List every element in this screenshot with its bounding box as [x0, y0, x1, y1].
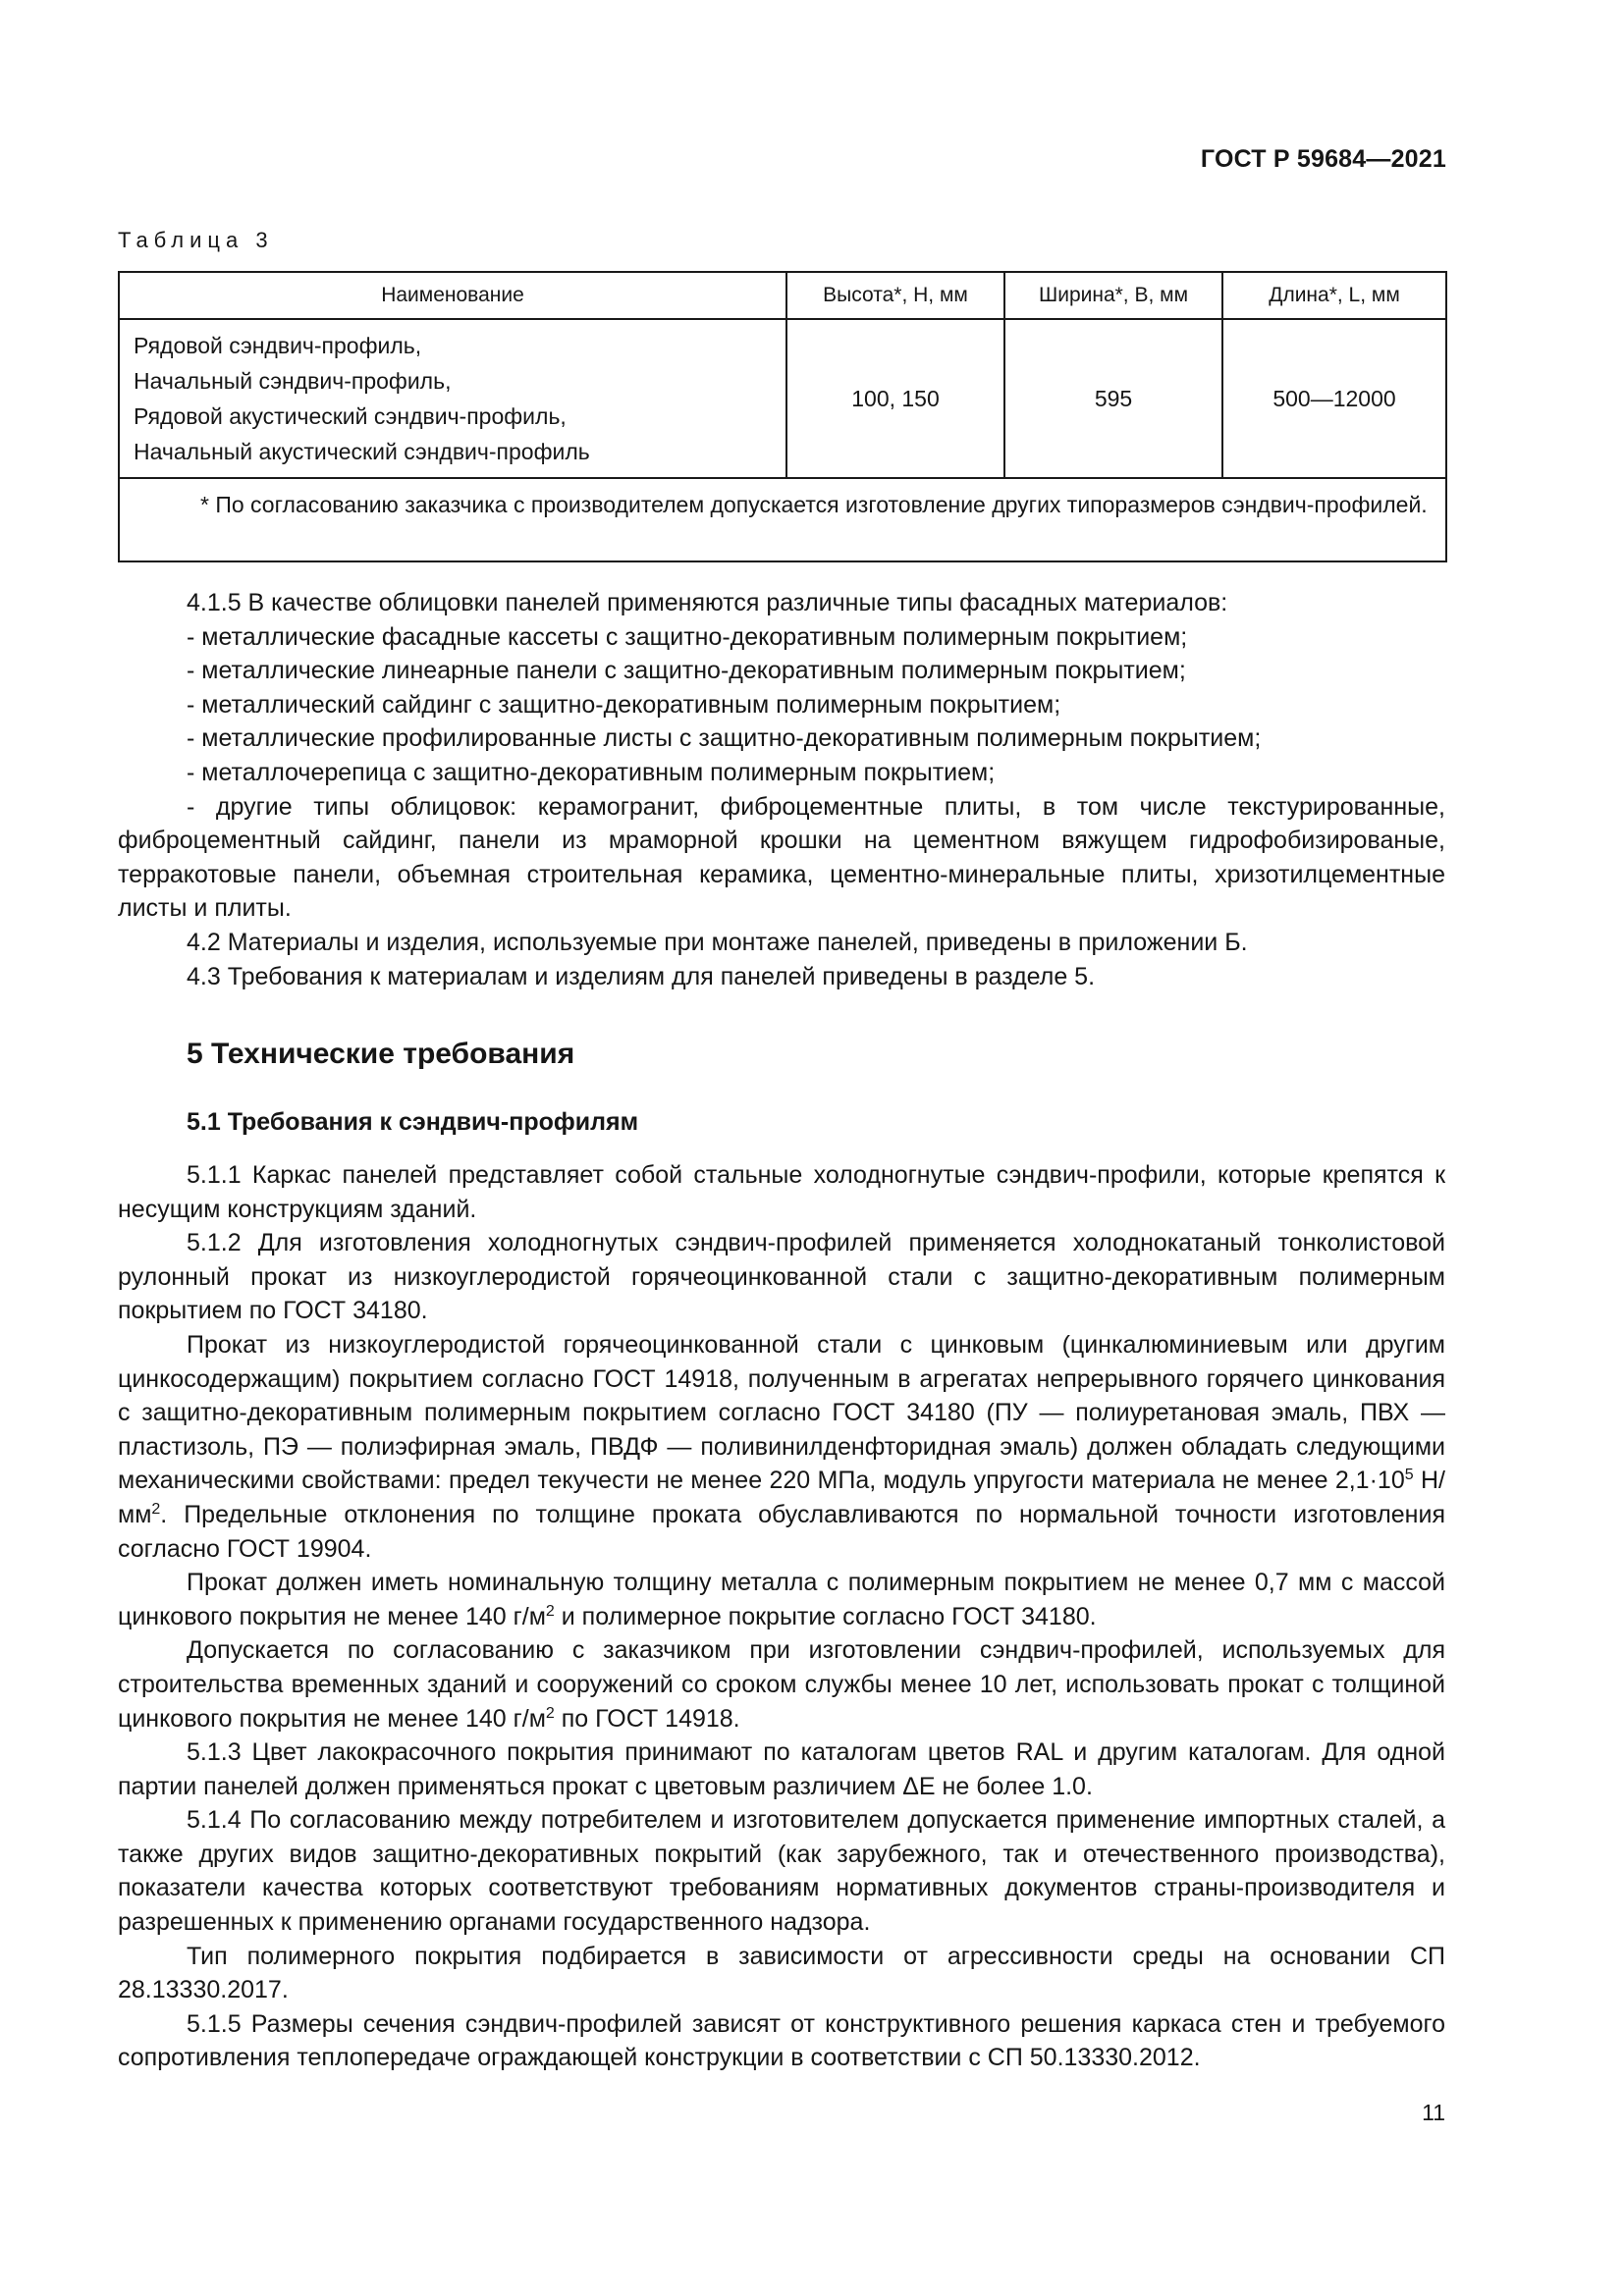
paragraph-coating-type: Тип полимерного покрытия подбирается в зависимости от агрессивности среды на основании СП 28.13330.2017.	[118, 1942, 1445, 2004]
table-row	[119, 319, 1446, 478]
section-5-text	[118, 1158, 1445, 2075]
superscript: 5	[1404, 1467, 1414, 1484]
paragraph-5-1-1: 5.1.1 Каркас панелей представляет собой стальные холодногнутые сэндвич-профили, которые крепятся к несущим конструкциям зданий.	[118, 1161, 1445, 1223]
table-footnote	[119, 478, 1446, 561]
document-code: ГОСТ Р 59684—2021	[1200, 145, 1446, 173]
page-number: 11	[1422, 2100, 1445, 2125]
list-item: - металлические фасадные кассеты с защитно-декоративным полимерным покрытием;	[187, 622, 1188, 651]
name-line: Начальный акустический сэндвич-профиль	[134, 439, 590, 464]
paragraph-5-1-2: 5.1.2 Для изготовления холодногнутых сэндвич-профилей применяется холоднокатаный тонколистовой рулонный прокат из низкоуглеродистой горячеоцинкованной стали с защитно-декоративным полимерным покрытием по ГОСТ 34180.	[118, 1229, 1445, 1325]
list-item: - металлические профилированные листы с защитно-декоративным полимерным покрытием;	[187, 724, 1262, 753]
text-run: Н/мм	[118, 1467, 1445, 1528]
paragraph-5-1-4: 5.1.4 По согласованию между потребителем и изготовителем допускается применение импортных сталей, а также других видов защитно-декоративных покрытий (как зарубежного, так и отечественного производства), показатели качества которых соответствуют требованиям нормативных документов страны-производителя и разрешенных к применению органами государственного надзора.	[118, 1806, 1445, 1937]
superscript: 2	[545, 1704, 555, 1722]
paragraph-5-1-3: 5.1.3 Цвет лакокрасочного покрытия принимают по каталогам цветов RAL и другим каталогам. Для одной партии панелей должен применяться прокат с цветовым различием ΔE не более 1.0.	[118, 1738, 1445, 1800]
section-title: 5 Технические требования	[187, 1038, 575, 1070]
dimensions-table	[118, 271, 1445, 562]
column-header: Ширина*, B, мм	[1004, 272, 1222, 319]
paragraph-4-2: 4.2 Материалы и изделия, используемые при монтаже панелей, приведены в приложении Б.	[187, 928, 1248, 956]
text-run: Прокат из низкоуглеродистой горячеоцинкованной стали с цинковым (цинкалюминиевым или другим цинкосодержащим) покрытием согласно ГОСТ 14918, полученным в агрегатах непрерывного горячего цинкования с защитно-декоративным полимерным покрытием согласно ГОСТ 34180 (ПУ — полиуретановая эмаль, ПВХ — пластизоль, ПЭ — полиэфирная эмаль, ПВДФ — поливинилденфторидная эмаль) должен обладать следующими механическими свойствами: предел текучести не менее 220 МПа, модуль упругости материала не менее 2,1·10	[118, 1330, 1445, 1495]
table-header-row	[119, 272, 1446, 319]
paragraph-4-1-5: 4.1.5 В качестве облицовки панелей применяются различные типы фасадных материалов:	[187, 589, 1228, 616]
name-line: Рядовой сэндвич-профиль,	[134, 333, 422, 358]
paragraph-prokat-properties	[118, 1328, 1445, 1566]
paragraph-allowance	[118, 1633, 1445, 1735]
paragraph-prokat-thickness	[118, 1566, 1445, 1633]
name-line: Рядовой акустический сэндвич-профиль,	[134, 403, 567, 429]
superscript: 2	[545, 1602, 555, 1620]
subsection-title: 5.1 Требования к сэндвич-профилям	[187, 1108, 639, 1136]
text-run: . Предельные отклонения по толщине проката обуславливаются по нормальной точности изготовления согласно ГОСТ 19904.	[118, 1500, 1445, 1563]
names-cell	[119, 319, 786, 478]
name-line: Начальный сэндвич-профиль,	[134, 368, 452, 394]
section-4-text	[118, 586, 1445, 993]
text-run: Прокат должен иметь номинальную толщину металла с полимерным покрытием не менее 0,7 мм с массой цинкового покрытия не менее 140 г/м	[118, 1569, 1445, 1630]
table-footnote-row	[119, 478, 1446, 561]
paragraph-5-1-5: 5.1.5 Размеры сечения сэндвич-профилей зависят от конструктивного решения каркаса стен и требуемого сопротивления теплопередаче ограждающей конструкции в соответствии с СП 50.13330.2012.	[118, 2009, 1445, 2072]
text-run: и полимерное покрытие согласно ГОСТ 34180.	[554, 1602, 1097, 1630]
superscript: 2	[151, 1500, 161, 1518]
length-cell: 500—12000	[1222, 319, 1446, 478]
text-run: Допускается по согласованию с заказчиком при изготовлении сэндвич-профилей, используемых для строительства временных зданий и сооружений со сроком службы менее 10 лет, использовать прокат с толщиной цинкового покрытия не менее 140 г/м	[118, 1636, 1445, 1733]
list-item: - металлические линеарные панели с защитно-декоративным полимерным покрытием;	[187, 657, 1186, 685]
text-run: по ГОСТ 14918.	[554, 1704, 740, 1733]
footnote-text: * По согласованию заказчика с производителем допускается изготовление других типоразмеров сэндвич-профилей.	[200, 492, 1428, 517]
column-header: Высота*, H, мм	[786, 272, 1004, 319]
list-item: - металлочерепица с защитно-декоративным полимерным покрытием;	[187, 758, 996, 786]
list-item: - другие типы облицовок: керамогранит, фиброцементные плиты, в том числе текстурированные, фиброцементный сайдинг, панели из мраморной крошки на цементном вяжущем гидрофобизированые, терракотовые панели, объемная строительная керамика, цементно-минеральные плиты, хризотилцементные листы и плиты.	[118, 792, 1445, 923]
column-header: Наименование	[119, 272, 786, 319]
height-cell: 100, 150	[786, 319, 1004, 478]
paragraph-4-3: 4.3 Требования к материалам и изделиям для панелей приведены в разделе 5.	[187, 962, 1096, 990]
list-item: - металлический сайдинг с защитно-декоративным полимерным покрытием;	[187, 690, 1061, 719]
table-caption: Таблица 3	[118, 228, 274, 252]
column-header: Длина*, L, мм	[1222, 272, 1446, 319]
width-cell: 595	[1004, 319, 1222, 478]
